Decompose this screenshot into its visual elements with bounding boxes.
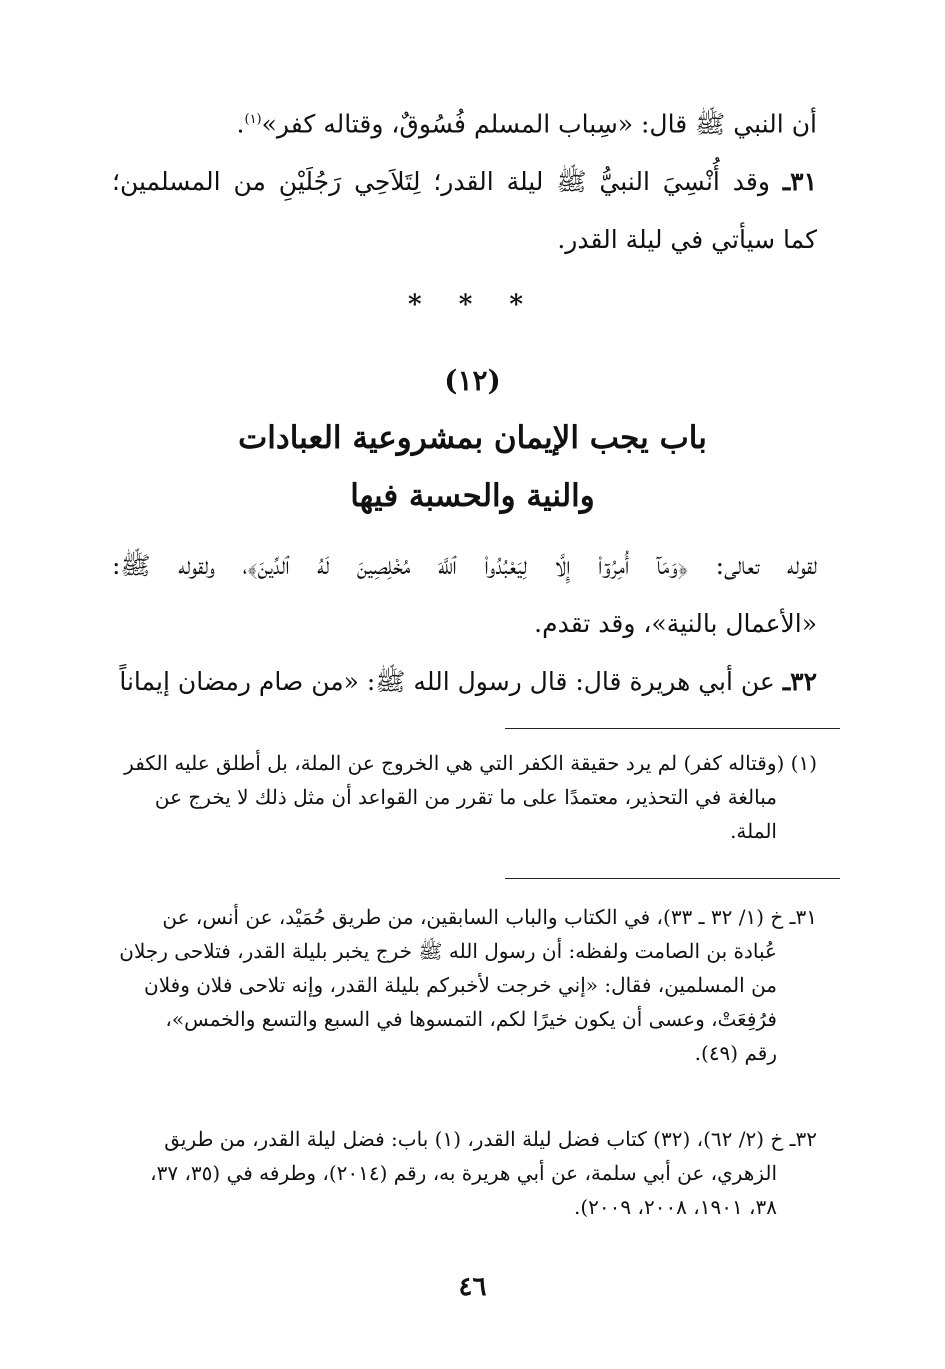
chapter-number: (١٢) <box>444 364 501 397</box>
hadith-31-line-1 <box>112 162 817 202</box>
verse-line-2: «الأعمال بالنية»، وقد تقدم. <box>534 609 817 638</box>
text-line-hadith-30-end <box>237 100 817 144</box>
text-line-1: أن النبي ﷺ قال: «سِباب المسلم فُسُوقٌ، وقتاله كفر» <box>261 109 817 139</box>
hadith-32-number: ٣٢ـ <box>782 667 817 696</box>
page-number: ٤٦ <box>458 1272 487 1302</box>
footnote-reference: (١) <box>244 112 262 127</box>
takhrij-32-line-1: ٣٢ـ خ (٢/ ٦٢)، (٣٢) كتاب فضل ليلة القدر، (١) باب: فضل ليلة القدر، من طريق <box>164 1127 817 1151</box>
takhrij-31-line-3: من المسلمين، فقال: «إني خرجت لأخبركم بليلة القدر، وإنه تلاحى فلان وفلان <box>144 973 777 997</box>
section-separator: * * * <box>408 290 537 320</box>
footnote-1 <box>105 746 817 848</box>
text-line-1-end: . <box>236 109 245 139</box>
takhrij-32-line-2: الزهري، عن أبي سلمة، عن أبي هريرة به، رقم (٢٠١٤)، وطرفه في (٣٥، ٣٧، <box>150 1161 777 1185</box>
hadith-31-number: ٣١ـ <box>782 167 817 196</box>
takhrij-note-31 <box>105 900 817 1070</box>
hadith-32-line <box>119 662 817 702</box>
hadith-31-text-1: وقد أُنْسِيَ النبيُّ ﷺ ليلة القدر؛ لِتَلاَحِي رَجُلَيْنِ من المسلمين؛ <box>112 167 770 196</box>
takhrij-31-line-2: عُبادة بن الصامت ولفظه: أن رسول الله ﷺ خرج يخبر بليلة القدر، فتلاحى رجلان <box>119 939 777 963</box>
hadith-31-line-2: كما سيأتي في ليلة القدر. <box>557 225 817 254</box>
takhrij-31-line-5: رقم (٤٩). <box>694 1041 777 1065</box>
takhrij-32-line-3: ٣٨، ١٩٠١، ٢٠٠٨، ٢٠٠٩). <box>574 1195 777 1219</box>
takhrij-divider <box>505 878 840 879</box>
footnote-line-3: الملة. <box>730 819 777 843</box>
chapter-title-line-2: والنية والحسبة فيها <box>350 478 595 514</box>
footnote-line-1: (١) (وقتاله كفر) لم يرد حقيقة الكفر التي هي الخروج عن الملة، بل أطلق عليه الكفر <box>124 751 817 775</box>
footnote-line-2: مبالغة في التحذير، معتمدًا على ما تقرر من القواعد أن مثل ذلك لا يخرج عن <box>154 785 777 809</box>
takhrij-31-line-1: ٣١ـ خ (١/ ٣٢ ـ ٣٣)، في الكتاب والباب السابقين، من طريق حُمَيْد، عن أنس، عن <box>162 905 817 929</box>
footnote-divider <box>505 728 840 729</box>
takhrij-31-line-4: فرُفِعَتْ، وعسى أن يكون خيرًا لكم، التمسوها في السبع والتسع والخمس»، <box>165 1007 777 1031</box>
chapter-title-line-1: باب يجب الإيمان بمشروعية العبادات <box>238 420 707 456</box>
hadith-32-text: عن أبي هريرة قال: قال رسول الله ﷺ: «من صام رمضان إيماناً <box>119 667 775 696</box>
verse-line-1: لقوله تعالى: ﴿وَمَآ أُمِرُوٓاْ إِلَّا لِيَعْبُدُواْ ٱللَّهَ مُخْلِصِينَ لَهُ ٱلدِّينَ﴾، ولقوله ﷺ: <box>112 551 817 580</box>
takhrij-note-32 <box>105 1122 817 1224</box>
